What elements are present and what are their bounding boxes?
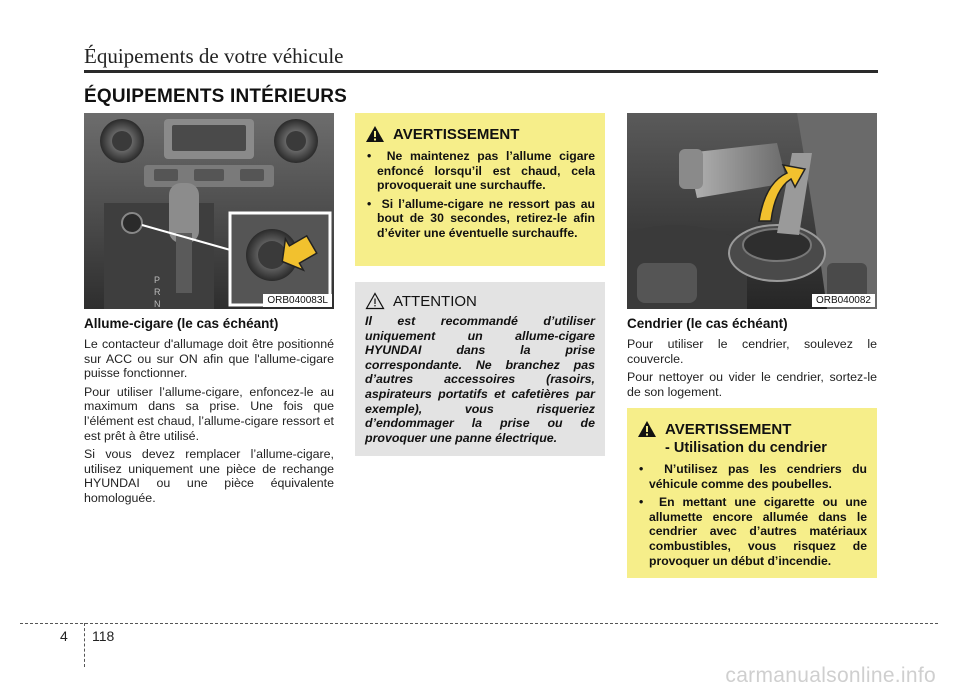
warning-box-lighter: [355, 113, 605, 266]
warning-triangle-icon: [637, 420, 657, 438]
list-item: • En mettant une cigarette ou une allumette encore allumée dans le cendrier avec d’autres matériaux combustibles, vous risquez de provoquer un début d’incendie.: [637, 495, 867, 568]
page-number: 118: [92, 628, 115, 644]
cigar-lighter-heading: Allume-cigare (le cas échéant): [84, 316, 279, 331]
warning-triangle-icon: [365, 125, 385, 143]
header-rule: [84, 70, 878, 73]
list-item: • N’utilisez pas les cendriers du véhicule comme des poubelles.: [637, 462, 867, 491]
ashtray-photo: [627, 113, 877, 309]
attention-title: [365, 292, 595, 310]
svg-text:P: P: [154, 275, 161, 285]
chapter-header-title: Équipements de votre véhicule: [84, 44, 344, 68]
caution-triangle-icon: [365, 292, 385, 310]
paragraph: Pour nettoyer ou vider le cendrier, sortez-le de son logement.: [627, 370, 877, 399]
warning-subtitle: - Utilisation du cendrier: [665, 440, 827, 456]
warning-list: [637, 462, 867, 568]
cigar-lighter-section: [84, 316, 334, 510]
chapter-number: 4: [60, 628, 68, 644]
warning-title: [637, 420, 867, 438]
section-title: ÉQUIPEMENTS INTÉRIEURS: [84, 86, 348, 107]
warning-title: [365, 125, 595, 143]
list-item: • Ne maintenez pas l’allume cigare enfoncé lorsqu’il est chaud, cela provoquerait une surchauffe.: [365, 149, 595, 193]
list-item: • Si l’allume-cigare ne ressort pas au bout de 30 secondes, retirez-le afin d’éviter une éventuelle surchauffe.: [365, 197, 595, 241]
paragraph: Pour utiliser le cendrier, soulevez le couvercle.: [627, 337, 877, 366]
ashtray-illustration: [627, 113, 877, 309]
paragraph: Si vous devez remplacer l’allume-cigare, utilisez uniquement une pièce de rechange HYUNDAI ou une pièce équivalente homologuée.: [84, 447, 334, 505]
attention-title-text: ATTENTION: [393, 292, 477, 310]
svg-text:R: R: [154, 287, 161, 297]
cigar-lighter-photo: [84, 113, 334, 309]
svg-text:N: N: [154, 299, 161, 309]
warning-title-text: AVERTISSEMENT: [665, 420, 792, 438]
warning-title-text: AVERTISSEMENT: [393, 125, 520, 143]
photo-caption: ORB040083L: [263, 294, 332, 307]
watermark: carmanualsonline.info: [725, 664, 936, 687]
paragraph: Le contacteur d'allumage doit être positionné sur ACC ou sur ON afin que l'allume-cigare puisse fonctionner.: [84, 337, 334, 381]
paragraph: Pour utiliser l’allume-cigare, enfoncez-le au maximum dans sa prise. Une fois que l’élément est chaud, l’allume-cigare ressort et est prêt à être utilisé.: [84, 384, 334, 443]
warning-list: [365, 149, 595, 241]
attention-text: Il est recommandé d’utiliser uniquement un allume-cigare HYUNDAI dans la prise correspondante. Ne branchez pas d’autres accessoires (rasoirs, aspirateurs portatifs et cafetières par exemple), vous risqueriez d’endommager la prise ou de provoquer une panne électrique.: [365, 314, 595, 445]
footer-rule: [20, 623, 938, 624]
warning-box-ashtray: [627, 408, 877, 578]
ashtray-heading: Cendrier (le cas échéant): [627, 316, 788, 331]
footer-divider: [84, 623, 85, 667]
cigar-lighter-illustration: [84, 113, 334, 309]
ashtray-section: [627, 316, 877, 403]
photo-caption: ORB040082: [812, 294, 875, 307]
attention-box: [355, 282, 605, 456]
